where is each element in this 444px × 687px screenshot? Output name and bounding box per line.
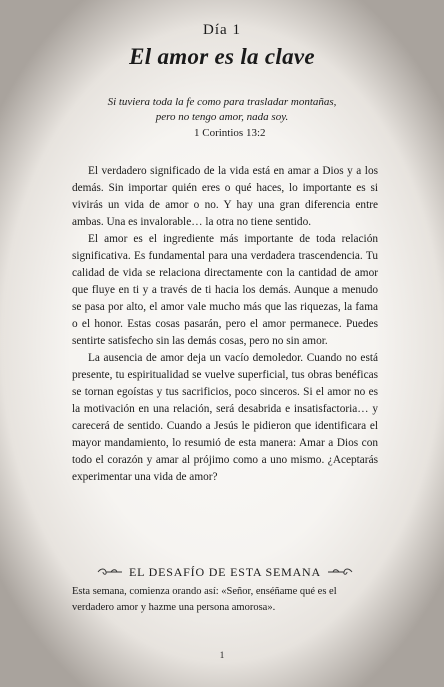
challenge-text: Esta semana, comienza orando así: «Señor, enséñame qué es el verdadero amor y hazme una persona amorosa». bbox=[72, 586, 337, 613]
epigraph-line: Si tuviera toda la fe como para trasladar montañas, bbox=[107, 96, 337, 108]
scripture-reference: 1 Corintios 13:2 bbox=[194, 127, 266, 139]
challenge-title: EL DESAFÍO DE ESTA SEMANA bbox=[129, 564, 321, 579]
epigraph-line: pero no tengo amor, nada soy. bbox=[155, 111, 289, 123]
swirl-ornament-icon bbox=[97, 567, 123, 577]
page-number: 1 bbox=[219, 650, 225, 660]
paragraph: El amor es el ingrediente más importante de toda relación significativa. Es fundamental para una verdadera trascendencia. Tu calidad de vida se relaciona directamente con la cantidad de amor que fluye en ti y a través de ti hacia los demás. Aunque a menudo se pasa por alto, el amor vale mucho más que las riquezas, la fama o el honor. Estas cosas pasarán, pero el amor permanece. Puedes sentirte satisfecho sin las demás cosas, pero no sin amor. bbox=[72, 233, 378, 347]
chapter-title: El amor es la clave bbox=[129, 44, 315, 69]
paragraph: La ausencia de amor deja un vacío demoledor. Cuando no está presente, tu espiritualidad se vuelve superficial, tus obras benéficas se tornan egoístas y tus sacrificios, poco sinceros. Si el amor no es la motivación en una relación, será desabrida e insatisfactoria… y carecerá de sentido. Cuando a Jesús le pidieron que identificara el mayor mandamiento, lo resumió de esta manera: Amar a Dios con todo el corazón y amar al prójimo como a uno mismo. ¿Aceptarás experimentar una vida de amor? bbox=[72, 352, 378, 483]
paragraph: El verdadero significado de la vida está en amar a Dios y a los demás. Sin importar quién eres o qué haces, lo importante es si vivirás un vida de amor o no. Y hay una gran diferencia entre ambas. Una es invalorable… la otra no tiene sentido. bbox=[72, 165, 378, 228]
epigraph bbox=[0, 95, 444, 125]
day-label: Día 1 bbox=[203, 22, 241, 38]
challenge-heading bbox=[80, 562, 370, 582]
swirl-ornament-icon bbox=[327, 567, 353, 577]
body-text bbox=[72, 163, 378, 486]
